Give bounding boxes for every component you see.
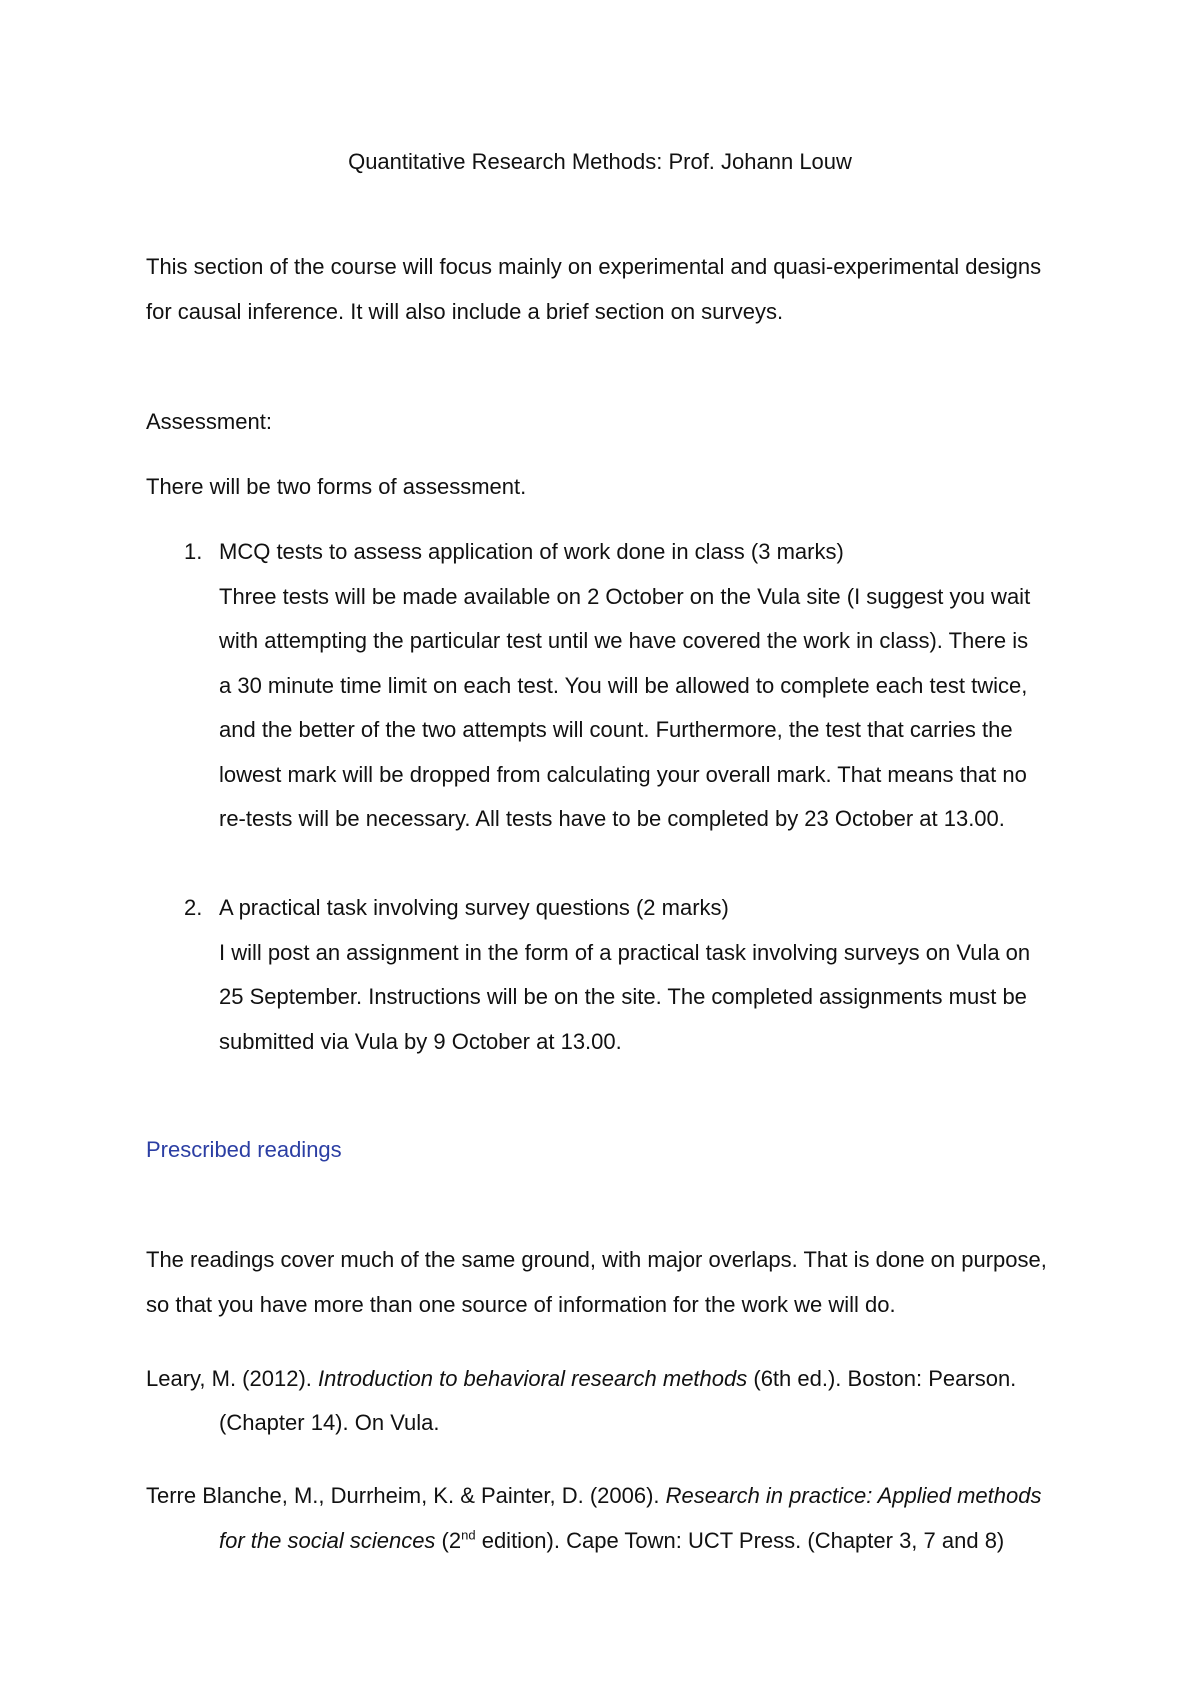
readings-intro-line-2: so that you have more than one source of information for the work we will do. xyxy=(146,1292,896,1317)
list-item-line: lowest mark will be dropped from calculating your overall mark. That means that no xyxy=(219,762,1027,787)
reference-leary xyxy=(146,1364,1016,1394)
list-item-line: a 30 minute time limit on each test. You will be allowed to complete each test twice, xyxy=(219,673,1028,698)
reference-author: Leary, M. (2012). xyxy=(146,1366,318,1391)
list-item-line: Three tests will be made available on 2 October on the Vula site (I suggest you wait xyxy=(219,584,1031,609)
reference-leary-line-2: (Chapter 14). On Vula. xyxy=(219,1410,440,1435)
list-item-line: I will post an assignment in the form of a practical task involving surveys on Vula on xyxy=(219,940,1031,965)
reference-author: Terre Blanche, M., Durrheim, K. & Painter, D. (2006). xyxy=(146,1483,666,1508)
reference-terre-blanche xyxy=(146,1481,1041,1511)
list-item-line: submitted via Vula by 9 October at 13.00. xyxy=(219,1029,622,1054)
intro-line-2: for causal inference. It will also include a brief section on surveys. xyxy=(146,299,784,324)
list-item-line: 25 September. Instructions will be on the site. The completed assignments must be xyxy=(219,984,1027,1009)
page-title: Quantitative Research Methods: Prof. Johann Louw xyxy=(348,149,852,174)
list-number: 2. xyxy=(184,895,203,920)
assessment-lead: There will be two forms of assessment. xyxy=(146,474,527,499)
reference-details: (6th ed.). Boston: Pearson. xyxy=(747,1366,1017,1391)
list-item-line: with attempting the particular test until we have covered the work in class). There is xyxy=(219,628,1029,653)
reference-title: for the social sciences xyxy=(219,1528,436,1553)
list-item-line: and the better of the two attempts will count. Furthermore, the test that carries the xyxy=(219,717,1013,742)
reference-edition-superscript: nd xyxy=(461,1527,476,1543)
reference-details: edition). Cape Town: UCT Press. (Chapter 3, 7 and 8) xyxy=(475,1528,1005,1553)
reference-terre-blanche-line-2 xyxy=(219,1526,1004,1556)
list-item-line: re-tests will be necessary. All tests have to be completed by 23 October at 13.00. xyxy=(219,806,1005,831)
list-item-title: A practical task involving survey questions (2 marks) xyxy=(219,895,729,920)
list-item-title: MCQ tests to assess application of work done in class (3 marks) xyxy=(219,539,844,564)
intro-line-1: This section of the course will focus mainly on experimental and quasi-experimental designs xyxy=(146,254,1042,279)
readings-intro-line-1: The readings cover much of the same ground, with major overlaps. That is done on purpose, xyxy=(146,1247,1047,1272)
reference-title: Introduction to behavioral research methods xyxy=(318,1366,748,1391)
reference-title: Research in practice: Applied methods xyxy=(665,1483,1042,1508)
assessment-heading: Assessment: xyxy=(146,409,272,434)
readings-heading: Prescribed readings xyxy=(146,1137,342,1162)
reference-edition: (2 xyxy=(435,1528,462,1553)
list-number: 1. xyxy=(184,539,203,564)
